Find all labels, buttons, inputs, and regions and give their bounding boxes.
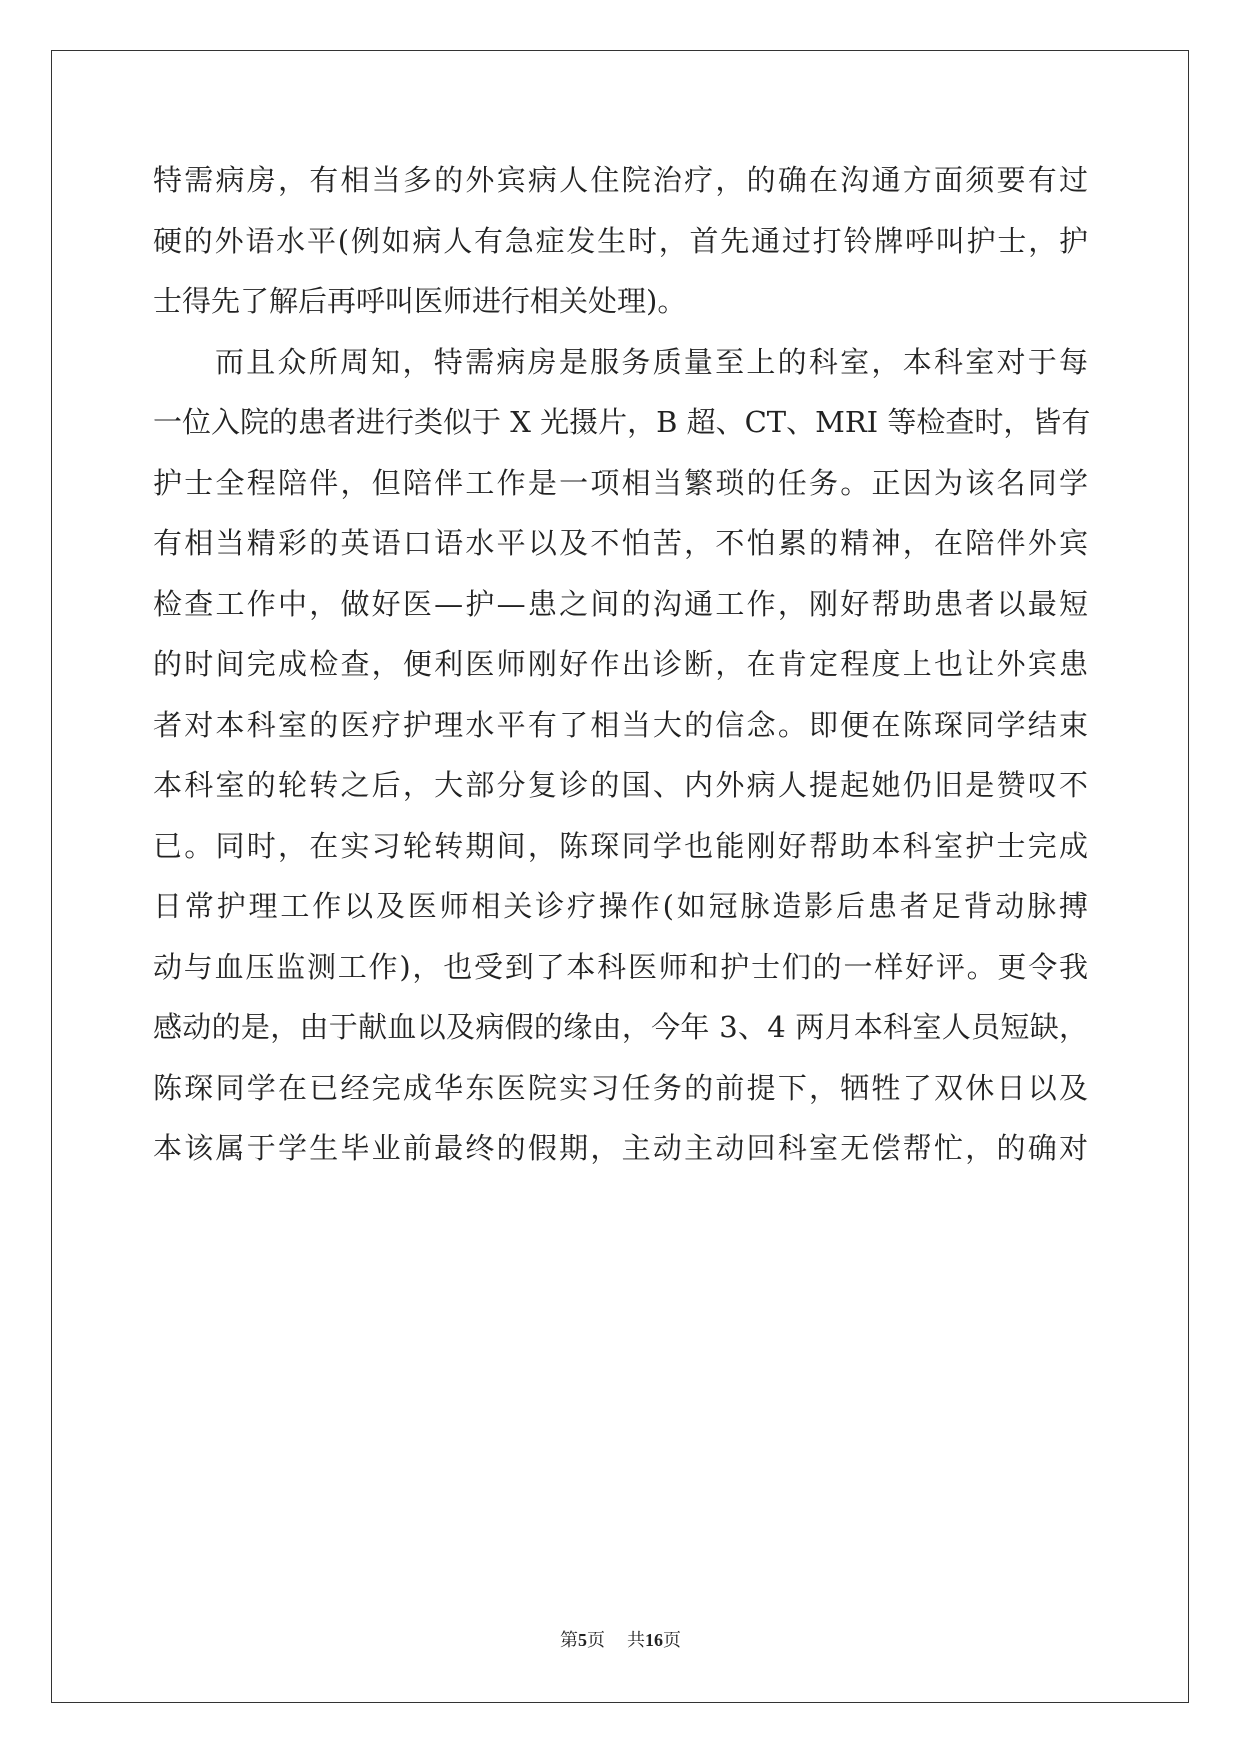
text-line: 士得先了解后再呼叫医师进行相关处理)。 (153, 284, 687, 318)
total-suffix: 页 (663, 1630, 681, 1651)
text-line: 一位入院的患者进行类似于 X 光摄片，B 超、CT、MRI 等检查时，皆有 (153, 405, 1091, 439)
text-line: 本科室的轮转之后，大部分复诊的国、内外病人提起她仍旧是赞叹不 (153, 768, 1088, 802)
text-line: 者对本科室的医疗护理水平有了相当大的信念。即便在陈琛同学结束 (153, 707, 1088, 742)
text-line: 护士全程陪伴，但陪伴工作是一项相当繁琐的任务。正因为该名同学 (153, 465, 1088, 500)
text-line: 陈琛同学在已经完成华东医院实习任务的前提下，牺牲了双休日以及 (153, 1070, 1088, 1105)
text-line: 日常护理工作以及医师相关诊疗操作(如冠脉造影后患者足背动脉搏 (153, 889, 1088, 923)
text-line: 本该属于学生毕业前最终的假期，主动主动回科室无偿帮忙，的确对 (153, 1131, 1088, 1165)
text-line: 特需病房，有相当多的外宾病人住院治疗，的确在沟通方面须要有过 (153, 163, 1088, 197)
text-line: 而且众所周知，特需病房是服务质量至上的科室，本科室对于每 (215, 344, 1088, 379)
document-body (153, 162, 1091, 1191)
page-number: 5 (578, 1630, 587, 1650)
total-pages: 16 (645, 1630, 663, 1650)
total-prefix: 共 (627, 1630, 645, 1651)
page-footer (0, 1626, 1241, 1652)
text-line: 的时间完成检查，便利医师刚好作出诊断，在肯定程度上也让外宾患 (153, 647, 1088, 681)
text-line: 检查工作中，做好医—护—患之间的沟通工作，刚好帮助患者以最短 (153, 586, 1088, 621)
text-line: 动与血压监测工作)，也受到了本科医师和护士们的一样好评。更令我 (153, 949, 1088, 984)
text-line: 已。同时，在实习轮转期间，陈琛同学也能刚好帮助本科室护士完成 (153, 828, 1088, 863)
page-suffix: 页 (587, 1630, 605, 1651)
paragraph-1 (153, 162, 1088, 344)
text-line: 硬的外语水平(例如病人有急症发生时，首先通过打铃牌呼叫护士，护 (153, 223, 1088, 258)
text-line: 感动的是，由于献血以及病假的缘由，今年 3、4 两月本科室人员短缺， (153, 1010, 1088, 1044)
paragraph-2 (153, 344, 1091, 1191)
text-line: 有相当精彩的英语口语水平以及不怕苦，不怕累的精神，在陪伴外宾 (153, 526, 1088, 560)
page-prefix: 第 (560, 1630, 578, 1651)
